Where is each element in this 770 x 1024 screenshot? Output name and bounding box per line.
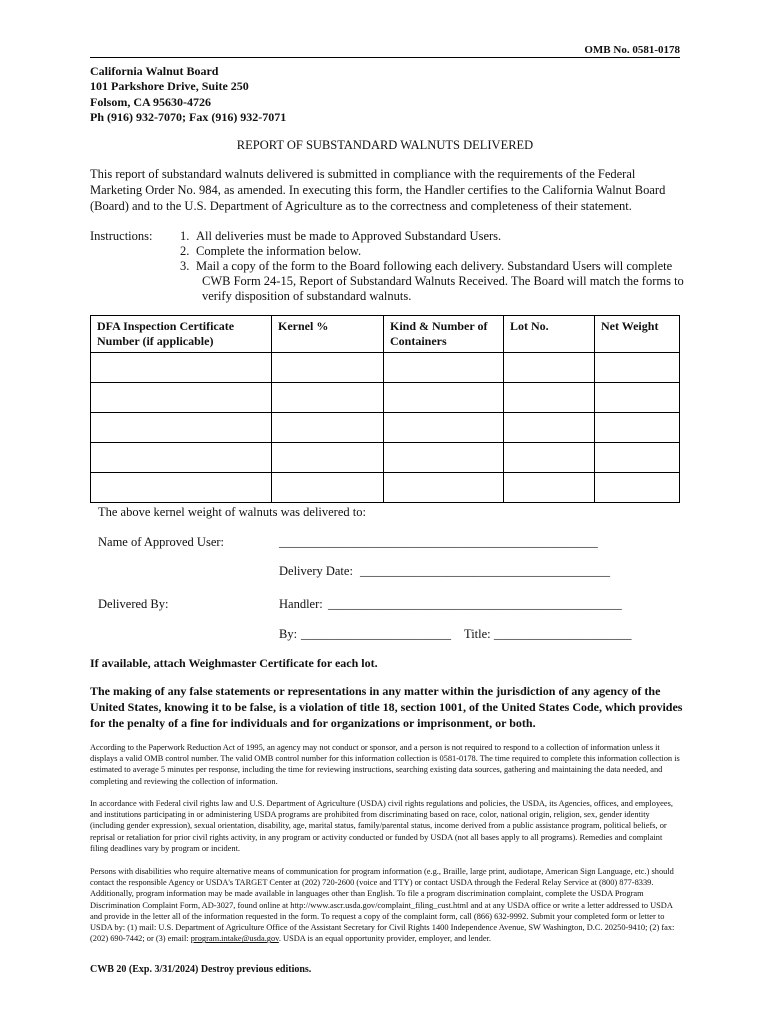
cell-net-weight[interactable] — [595, 413, 680, 443]
by-field[interactable]: ________________________ — [301, 627, 451, 641]
title-label: Title: — [464, 627, 491, 641]
cell-containers[interactable] — [384, 383, 504, 413]
delivery-date-field[interactable]: ________________________________________ — [360, 564, 610, 578]
delivery-table — [90, 315, 680, 503]
cell-lot-no[interactable] — [504, 413, 595, 443]
table-row — [91, 413, 680, 443]
civil-rights-notice: In accordance with Federal civil rights law and U.S. Department of Agriculture (USDA) civil rights regulations and policies, the USDA, its Agencies, offices, and employees, and institutions participating in or administering USDA programs are prohibited from discriminating based on race, color, national origin, religion, sex, gender identity (including gender expression), sexual orientation, disability, age, marital status, family/parental status, income derived from a public assistance program, political beliefs, or reprisal or retaliation for prior civil rights activity, in any program or activity conducted or funded by USDA (not all bases apply to all programs). Remedies and complaint filing deadlines vary by program or incident. — [90, 799, 673, 853]
cell-kernel-percent[interactable] — [272, 443, 384, 473]
cell-lot-no[interactable] — [504, 353, 595, 383]
by-label: By: — [279, 627, 298, 641]
paperwork-reduction-notice: According to the Paperwork Reduction Act of 1995, an agency may not conduct or sponsor, and a person is not required to respond to a collection of information unless it displays a valid OMB control number. The valid OMB control number for this information collection is 0581-0178. The time required to complete this information collection is estimated to average 5 minutes per response, including the time for reviewing instructions, searching existing data sources, gathering and maintaining the data needed, and completing and reviewing the collection of information. — [90, 743, 680, 786]
delivery-date-label: Delivery Date: — [279, 564, 353, 578]
form-footer: CWB 20 (Exp. 3/31/2024) Destroy previous editions. — [90, 964, 312, 975]
cell-containers[interactable] — [384, 353, 504, 383]
weighmaster-note: If available, attach Weighmaster Certificate for each lot. — [90, 656, 378, 670]
instruction-number: 1. — [180, 229, 190, 243]
cell-containers[interactable] — [384, 413, 504, 443]
handler-field[interactable]: _______________________________________________ — [328, 597, 622, 611]
instruction-item — [180, 229, 690, 244]
page-title: REPORT OF SUBSTANDARD WALNUTS DELIVERED — [236, 138, 534, 152]
cell-net-weight[interactable] — [595, 443, 680, 473]
col-header-kernel-percent: Kernel % — [272, 316, 384, 353]
cell-net-weight[interactable] — [595, 353, 680, 383]
title-field[interactable]: ______________________ — [494, 627, 632, 641]
instruction-number: 3. — [180, 259, 190, 273]
cell-dfa-certificate[interactable] — [91, 383, 272, 413]
false-statement-warning: The making of any false statements or representations in any matter within the jurisdiction of any agency of the United States, knowing it to be false, is a violation of title 18, section 1001, of the United States Code, which provides for the penalty of a fine for individuals and for organizations or imprisonment, or both. — [90, 684, 683, 730]
instruction-text: Complete the information below. — [196, 244, 362, 258]
instruction-item — [180, 259, 690, 304]
board-address — [90, 64, 286, 125]
col-header-dfa-certificate: DFA Inspection Certificate Number (if applicable) — [91, 316, 272, 353]
cell-kernel-percent[interactable] — [272, 353, 384, 383]
intro-paragraph: This report of substandard walnuts delivered is submitted in compliance with the requirements of the Federal Marketing Order No. 984, as amended. In executing this form, the Handler certifies to the California Walnut Board (Board) and to the U.S. Department of Agriculture as to the correctness and completeness of their statement. — [90, 167, 666, 214]
cell-lot-no[interactable] — [504, 473, 595, 503]
cell-containers[interactable] — [384, 443, 504, 473]
col-header-containers: Kind & Number of Containers — [384, 316, 504, 353]
cell-lot-no[interactable] — [504, 443, 595, 473]
address-line: 101 Parkshore Drive, Suite 250 — [90, 79, 249, 94]
approved-user-field[interactable]: ___________________________________________________ — [279, 535, 598, 549]
instruction-item — [180, 244, 690, 259]
instruction-text: All deliveries must be made to Approved Substandard Users. — [196, 229, 502, 243]
col-header-lot-no: Lot No. — [504, 316, 595, 353]
cell-net-weight[interactable] — [595, 383, 680, 413]
cell-containers[interactable] — [384, 473, 504, 503]
delivery-statement: The above kernel weight of walnuts was delivered to: — [98, 505, 366, 519]
instructions-list — [180, 229, 690, 304]
instruction-text: Mail a copy of the form to the Board following each delivery. Substandard Users will complete CWB Form 24-15, Report of Substandard Walnuts Received. The Board will match the forms to verify disposition of substandard walnuts. — [196, 259, 684, 303]
instruction-number: 2. — [180, 244, 190, 258]
cell-dfa-certificate[interactable] — [91, 473, 272, 503]
table-row — [91, 443, 680, 473]
cell-kernel-percent[interactable] — [272, 383, 384, 413]
table-row — [91, 383, 680, 413]
cell-kernel-percent[interactable] — [272, 473, 384, 503]
col-header-net-weight: Net Weight — [595, 316, 680, 353]
omb-number: OMB No. 0581-0178 — [90, 44, 680, 58]
disabilities-tail: . USDA is an equal opportunity provider, employer, and lender. — [278, 934, 491, 944]
delivered-by-label: Delivered By: — [98, 597, 169, 611]
table-row — [91, 353, 680, 383]
approved-user-label: Name of Approved User: — [98, 535, 225, 549]
address-line: California Walnut Board — [90, 64, 219, 78]
usda-email-link[interactable]: program.intake@usda.gov — [190, 934, 279, 944]
table-header-row — [91, 316, 680, 353]
address-line: Ph (916) 932-7070; Fax (916) 932-7071 — [90, 109, 287, 124]
cell-dfa-certificate[interactable] — [91, 353, 272, 383]
cell-dfa-certificate[interactable] — [91, 443, 272, 473]
address-line: Folsom, CA 95630-4726 — [90, 94, 211, 109]
cell-dfa-certificate[interactable] — [91, 413, 272, 443]
instructions-label: Instructions: — [90, 229, 153, 243]
cell-kernel-percent[interactable] — [272, 413, 384, 443]
cell-lot-no[interactable] — [504, 383, 595, 413]
disabilities-text: Persons with disabilities who require alternative means of communication for program information (e.g., Braille, large print, audiotape, American Sign Language, etc.) should contact the responsible Agency or USDA's TARGET Center at (202) 720-2600 (voice and TTY) or contact USDA through the Federal Relay Service at (800) 877-8339. Additionally, program information may be made available in languages other than English. To file a program discrimination complaint, complete the USDA Program Discrimination Complaint Form, AD-3027, found online at http://www.ascr.usda.gov/complaint_filing_cust.html and at any USDA office or write a letter addressed to USDA and provide in the letter all of the information requested in the form. To request a copy of the complaint form, call (866) 632-9992. Submit your completed form or letter to USDA by: (1) mail: U.S. Department of Agriculture Office of the Assistant Secretary for Civil Rights 1400 Independence Avenue, SW Washington, D.C. 20250-9410; (2) fax: (202) 690-7442; or (3) email: — [90, 867, 675, 944]
disabilities-notice — [90, 866, 682, 944]
handler-label: Handler: — [279, 597, 323, 611]
table-row — [91, 473, 680, 503]
cell-net-weight[interactable] — [595, 473, 680, 503]
